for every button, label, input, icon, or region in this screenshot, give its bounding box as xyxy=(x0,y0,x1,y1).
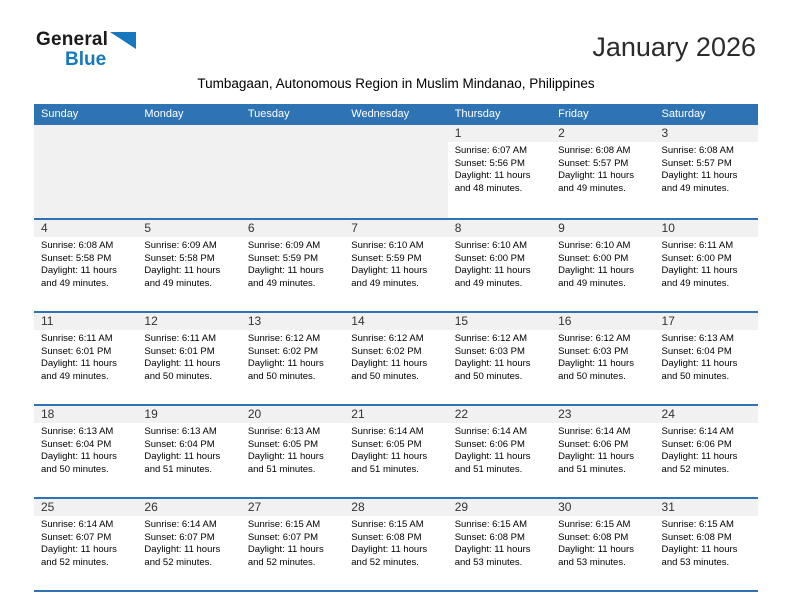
sunset-text: Sunset: 5:59 PM xyxy=(247,252,319,264)
empty-cell xyxy=(34,125,137,218)
day-number-strip xyxy=(137,313,240,330)
day-cell-10 xyxy=(655,220,758,311)
day-cell-7 xyxy=(344,220,447,311)
sunset-text: Sunset: 6:04 PM xyxy=(661,345,732,357)
day-details xyxy=(655,237,758,290)
day-details xyxy=(551,330,654,383)
day-cell-8 xyxy=(448,220,551,311)
day-cell-22 xyxy=(448,406,551,497)
day-number-strip xyxy=(551,220,654,237)
weekday-header-tuesday: Tuesday xyxy=(247,108,290,120)
day-number: 14 xyxy=(351,314,365,328)
sunset-text: Sunset: 6:04 PM xyxy=(144,438,215,450)
sunrise-text: Sunrise: 6:14 AM xyxy=(351,426,424,437)
daylight-text: Daylight: 11 hours and 48 minutes. xyxy=(454,170,531,194)
sunrise-text: Sunrise: 6:15 AM xyxy=(454,519,528,530)
day-cell-28 xyxy=(344,499,447,590)
week-row-2 xyxy=(34,218,758,311)
day-number-strip xyxy=(34,313,137,330)
empty-cell xyxy=(344,125,447,218)
day-cell-24 xyxy=(655,406,758,497)
day-cell-20 xyxy=(241,406,344,497)
day-number: 15 xyxy=(454,314,469,328)
day-cell-30 xyxy=(551,499,654,590)
day-number-strip xyxy=(448,499,551,516)
day-number: 22 xyxy=(454,407,469,421)
day-number: 19 xyxy=(144,407,158,421)
day-number-strip xyxy=(137,499,240,516)
sunset-text: Sunset: 6:02 PM xyxy=(247,345,319,357)
day-details xyxy=(448,330,551,383)
sunset-text: Sunset: 5:57 PM xyxy=(558,157,629,169)
sunrise-text: Sunrise: 6:15 AM xyxy=(351,519,424,530)
sunrise-text: Sunrise: 6:15 AM xyxy=(247,519,321,530)
daylight-text: Daylight: 11 hours and 49 minutes. xyxy=(558,265,634,289)
daylight-text: Daylight: 11 hours and 49 minutes. xyxy=(144,265,221,289)
daylight-text: Daylight: 11 hours and 52 minutes. xyxy=(247,544,324,568)
day-details xyxy=(34,237,137,290)
day-number-strip xyxy=(655,313,758,330)
day-number-strip xyxy=(655,125,758,142)
day-cell-19 xyxy=(137,406,240,497)
sunrise-text: Sunrise: 6:12 AM xyxy=(558,333,631,344)
day-cell-11 xyxy=(34,313,137,404)
weekday-header-sunday: Sunday xyxy=(41,108,79,120)
day-details xyxy=(137,423,240,476)
day-details xyxy=(34,330,137,383)
sunrise-text: Sunrise: 6:14 AM xyxy=(558,426,631,437)
weekday-header-row xyxy=(34,104,758,125)
day-number-strip xyxy=(655,220,758,237)
sunset-text: Sunset: 6:00 PM xyxy=(661,252,732,264)
day-number: 12 xyxy=(144,314,158,328)
sunrise-text: Sunrise: 6:11 AM xyxy=(661,240,734,251)
daylight-text: Daylight: 11 hours and 52 minutes. xyxy=(144,544,221,568)
calendar-grid xyxy=(34,125,758,590)
day-number-strip xyxy=(655,499,758,516)
day-details xyxy=(241,330,344,383)
calendar-table xyxy=(34,104,758,592)
sunrise-text: Sunrise: 6:09 AM xyxy=(144,240,217,251)
sunrise-text: Sunrise: 6:13 AM xyxy=(661,333,734,344)
day-number: 16 xyxy=(558,314,572,328)
day-number: 27 xyxy=(247,500,262,514)
daylight-text: Daylight: 11 hours and 50 minutes. xyxy=(144,358,221,382)
day-cell-15 xyxy=(448,313,551,404)
day-number: 9 xyxy=(558,221,565,235)
sunset-text: Sunset: 6:06 PM xyxy=(661,438,732,450)
day-details xyxy=(448,237,551,290)
day-number: 8 xyxy=(454,221,462,235)
daylight-text: Daylight: 11 hours and 50 minutes. xyxy=(41,451,117,475)
sunset-text: Sunset: 6:02 PM xyxy=(351,345,422,357)
day-number: 24 xyxy=(661,407,675,421)
day-number-strip xyxy=(551,125,654,142)
day-cell-26 xyxy=(137,499,240,590)
sunset-text: Sunset: 6:00 PM xyxy=(558,252,629,264)
day-number: 6 xyxy=(247,221,255,235)
sunrise-text: Sunrise: 6:13 AM xyxy=(41,426,114,437)
day-details xyxy=(34,516,137,569)
sunset-text: Sunset: 6:06 PM xyxy=(454,438,525,450)
day-details xyxy=(241,516,344,569)
page-title: January 2026 xyxy=(592,32,756,62)
daylight-text: Daylight: 11 hours and 51 minutes. xyxy=(558,451,634,475)
day-details xyxy=(551,516,654,569)
daylight-text: Daylight: 11 hours and 51 minutes. xyxy=(454,451,531,475)
sunset-text: Sunset: 6:05 PM xyxy=(351,438,422,450)
daylight-text: Daylight: 11 hours and 50 minutes. xyxy=(351,358,428,382)
daylight-text: Daylight: 11 hours and 49 minutes. xyxy=(41,358,117,382)
sunset-text: Sunset: 6:05 PM xyxy=(247,438,319,450)
day-number: 20 xyxy=(247,407,262,421)
day-details xyxy=(137,237,240,290)
day-details xyxy=(448,516,551,569)
day-cell-5 xyxy=(137,220,240,311)
day-details xyxy=(655,330,758,383)
sunset-text: Sunset: 5:56 PM xyxy=(454,157,525,169)
day-number: 31 xyxy=(661,500,675,514)
sunset-text: Sunset: 6:08 PM xyxy=(454,531,525,543)
day-number-strip xyxy=(241,406,344,423)
daylight-text: Daylight: 11 hours and 50 minutes. xyxy=(661,358,738,382)
sunrise-text: Sunrise: 6:14 AM xyxy=(41,519,114,530)
sunrise-text: Sunrise: 6:11 AM xyxy=(144,333,217,344)
daylight-text: Daylight: 11 hours and 52 minutes. xyxy=(661,451,738,475)
day-details xyxy=(551,423,654,476)
day-details xyxy=(655,516,758,569)
day-number-strip xyxy=(551,406,654,423)
day-details xyxy=(34,423,137,476)
day-number: 29 xyxy=(454,500,469,514)
day-number-strip xyxy=(551,313,654,330)
daylight-text: Daylight: 11 hours and 51 minutes. xyxy=(351,451,428,475)
sunrise-text: Sunrise: 6:12 AM xyxy=(247,333,321,344)
day-details xyxy=(448,423,551,476)
sunset-text: Sunset: 6:07 PM xyxy=(144,531,215,543)
day-number-strip xyxy=(551,499,654,516)
week-row-3 xyxy=(34,311,758,404)
day-number: 10 xyxy=(661,221,675,235)
week-row-5 xyxy=(34,497,758,590)
daylight-text: Daylight: 11 hours and 52 minutes. xyxy=(41,544,117,568)
sunrise-text: Sunrise: 6:12 AM xyxy=(351,333,424,344)
day-number-strip xyxy=(34,499,137,516)
day-number-strip xyxy=(34,406,137,423)
logo-text-blue: Blue xyxy=(65,48,107,70)
day-details xyxy=(344,516,447,569)
day-cell-16 xyxy=(551,313,654,404)
day-cell-4 xyxy=(34,220,137,311)
day-number: 13 xyxy=(247,314,262,328)
day-cell-29 xyxy=(448,499,551,590)
day-cell-1 xyxy=(448,125,551,218)
sunset-text: Sunset: 5:57 PM xyxy=(661,157,732,169)
day-number-strip xyxy=(241,220,344,237)
daylight-text: Daylight: 11 hours and 49 minutes. xyxy=(454,265,531,289)
sunset-text: Sunset: 6:03 PM xyxy=(558,345,629,357)
sunrise-text: Sunrise: 6:08 AM xyxy=(558,145,631,156)
daylight-text: Daylight: 11 hours and 50 minutes. xyxy=(558,358,634,382)
day-cell-13 xyxy=(241,313,344,404)
day-details xyxy=(344,237,447,290)
day-details xyxy=(241,423,344,476)
daylight-text: Daylight: 11 hours and 51 minutes. xyxy=(247,451,324,475)
weekday-header-saturday: Saturday xyxy=(661,108,706,120)
day-number: 2 xyxy=(558,126,565,140)
day-number: 3 xyxy=(661,126,669,140)
day-cell-2 xyxy=(551,125,654,218)
day-details xyxy=(241,237,344,290)
day-details xyxy=(551,237,654,290)
day-cell-27 xyxy=(241,499,344,590)
day-number-strip xyxy=(448,220,551,237)
day-number: 21 xyxy=(351,407,365,421)
day-cell-17 xyxy=(655,313,758,404)
weekday-header-monday: Monday xyxy=(144,108,184,120)
day-cell-3 xyxy=(655,125,758,218)
day-number: 25 xyxy=(41,500,55,514)
day-number-strip xyxy=(34,220,137,237)
week-row-4 xyxy=(34,404,758,497)
sunrise-text: Sunrise: 6:14 AM xyxy=(454,426,528,437)
sunset-text: Sunset: 5:59 PM xyxy=(351,252,422,264)
empty-cell xyxy=(137,125,240,218)
sunrise-text: Sunrise: 6:12 AM xyxy=(454,333,528,344)
day-details xyxy=(448,142,551,195)
daylight-text: Daylight: 11 hours and 50 minutes. xyxy=(454,358,531,382)
sunrise-text: Sunrise: 6:14 AM xyxy=(144,519,217,530)
day-number: 28 xyxy=(351,500,365,514)
day-cell-9 xyxy=(551,220,654,311)
sunset-text: Sunset: 6:01 PM xyxy=(144,345,215,357)
logo-text-general: General xyxy=(36,29,109,50)
day-cell-31 xyxy=(655,499,758,590)
daylight-text: Daylight: 11 hours and 53 minutes. xyxy=(558,544,634,568)
sunrise-text: Sunrise: 6:10 AM xyxy=(558,240,631,251)
day-details xyxy=(344,330,447,383)
day-details xyxy=(551,142,654,195)
daylight-text: Daylight: 11 hours and 49 minutes. xyxy=(41,265,117,289)
day-details xyxy=(137,516,240,569)
day-cell-25 xyxy=(34,499,137,590)
day-number-strip xyxy=(655,406,758,423)
sunrise-text: Sunrise: 6:11 AM xyxy=(41,333,113,344)
page-header xyxy=(0,0,792,76)
logo-triangle-icon xyxy=(110,32,136,49)
day-number: 23 xyxy=(558,407,572,421)
day-cell-6 xyxy=(241,220,344,311)
sunrise-text: Sunrise: 6:08 AM xyxy=(661,145,734,156)
sunrise-text: Sunrise: 6:14 AM xyxy=(661,426,734,437)
day-number: 17 xyxy=(661,314,675,328)
week-row-1 xyxy=(34,125,758,218)
daylight-text: Daylight: 11 hours and 50 minutes. xyxy=(247,358,324,382)
daylight-text: Daylight: 11 hours and 49 minutes. xyxy=(351,265,428,289)
day-cell-14 xyxy=(344,313,447,404)
day-number: 30 xyxy=(558,500,572,514)
daylight-text: Daylight: 11 hours and 49 minutes. xyxy=(247,265,324,289)
sunset-text: Sunset: 5:58 PM xyxy=(41,252,112,264)
daylight-text: Daylight: 11 hours and 52 minutes. xyxy=(351,544,428,568)
daylight-text: Daylight: 11 hours and 49 minutes. xyxy=(558,170,634,194)
day-number: 7 xyxy=(351,221,358,235)
weekday-header-wednesday: Wednesday xyxy=(351,108,410,120)
sunset-text: Sunset: 6:01 PM xyxy=(41,345,112,357)
day-number-strip xyxy=(137,406,240,423)
weekday-header-friday: Friday xyxy=(558,108,589,120)
location-subtitle: Tumbagaan, Autonomous Region in Muslim Mindanao, Philippines xyxy=(197,76,595,91)
day-details xyxy=(655,423,758,476)
day-number: 5 xyxy=(144,221,152,235)
sunset-text: Sunset: 6:04 PM xyxy=(41,438,112,450)
sunset-text: Sunset: 6:00 PM xyxy=(454,252,525,264)
day-details xyxy=(344,423,447,476)
sunset-text: Sunset: 6:08 PM xyxy=(661,531,732,543)
day-number-strip xyxy=(344,220,447,237)
sunset-text: Sunset: 5:58 PM xyxy=(144,252,215,264)
day-number-strip xyxy=(241,499,344,516)
daylight-text: Daylight: 11 hours and 53 minutes. xyxy=(661,544,738,568)
sunrise-text: Sunrise: 6:09 AM xyxy=(247,240,321,251)
day-number-strip xyxy=(137,220,240,237)
sunset-text: Sunset: 6:07 PM xyxy=(247,531,319,543)
sunset-text: Sunset: 6:07 PM xyxy=(41,531,112,543)
logo xyxy=(36,30,136,70)
sunrise-text: Sunrise: 6:15 AM xyxy=(661,519,734,530)
sunrise-text: Sunrise: 6:13 AM xyxy=(144,426,217,437)
day-number: 26 xyxy=(144,500,158,514)
daylight-text: Daylight: 11 hours and 53 minutes. xyxy=(454,544,531,568)
day-number-strip xyxy=(344,406,447,423)
sunset-text: Sunset: 6:03 PM xyxy=(454,345,525,357)
day-number: 18 xyxy=(41,407,55,421)
sunset-text: Sunset: 6:08 PM xyxy=(351,531,422,543)
day-number-strip xyxy=(344,313,447,330)
sunrise-text: Sunrise: 6:08 AM xyxy=(41,240,114,251)
day-cell-12 xyxy=(137,313,240,404)
daylight-text: Daylight: 11 hours and 49 minutes. xyxy=(661,265,738,289)
day-number: 4 xyxy=(41,221,48,235)
sunrise-text: Sunrise: 6:10 AM xyxy=(351,240,424,251)
day-details xyxy=(655,142,758,195)
day-number-strip xyxy=(448,406,551,423)
day-number: 1 xyxy=(454,126,462,140)
day-details xyxy=(137,330,240,383)
daylight-text: Daylight: 11 hours and 51 minutes. xyxy=(144,451,221,475)
day-cell-21 xyxy=(344,406,447,497)
weekday-header-thursday: Thursday xyxy=(454,108,501,120)
day-number-strip xyxy=(241,313,344,330)
day-cell-18 xyxy=(34,406,137,497)
day-number-strip xyxy=(344,499,447,516)
sunrise-text: Sunrise: 6:07 AM xyxy=(454,145,528,156)
sunrise-text: Sunrise: 6:15 AM xyxy=(558,519,631,530)
logo-line xyxy=(36,30,136,50)
day-cell-23 xyxy=(551,406,654,497)
sunrise-text: Sunrise: 6:13 AM xyxy=(247,426,321,437)
sunset-text: Sunset: 6:06 PM xyxy=(558,438,629,450)
day-number-strip xyxy=(448,313,551,330)
daylight-text: Daylight: 11 hours and 49 minutes. xyxy=(661,170,738,194)
empty-cell xyxy=(241,125,344,218)
sunset-text: Sunset: 6:08 PM xyxy=(558,531,629,543)
day-number: 11 xyxy=(41,314,54,328)
sunrise-text: Sunrise: 6:10 AM xyxy=(454,240,528,251)
day-number-strip xyxy=(448,125,551,142)
